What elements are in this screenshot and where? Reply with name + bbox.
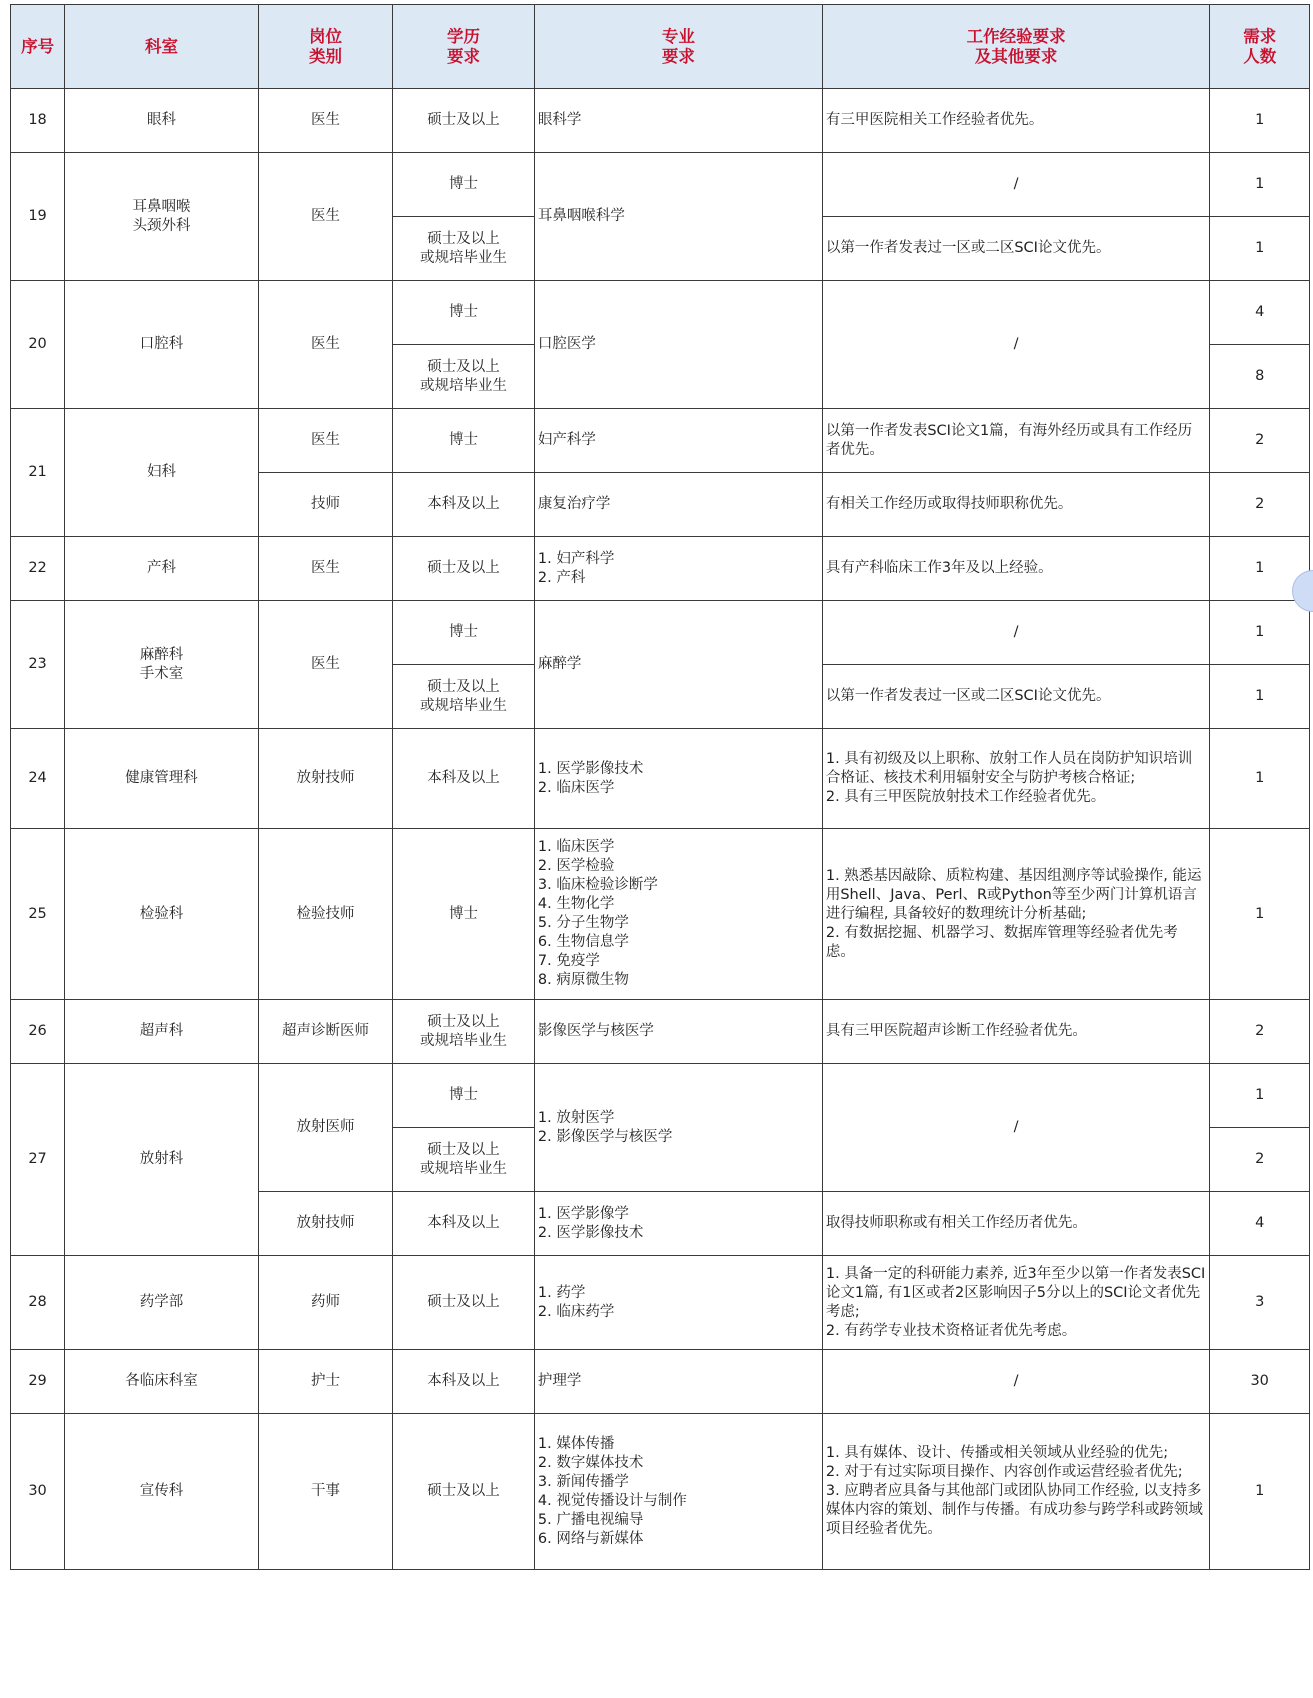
row-major: 耳鼻咽喉科学 xyxy=(534,153,822,281)
row-count: 8 xyxy=(1210,345,1310,409)
row-education: 博士 xyxy=(393,281,535,345)
row-education: 博士 xyxy=(393,153,535,217)
row-no: 18 xyxy=(11,89,65,153)
row-major: 影像医学与核医学 xyxy=(534,1000,822,1064)
row-no: 27 xyxy=(11,1064,65,1256)
row-count: 2 xyxy=(1210,409,1310,473)
row-major: 1. 放射医学 2. 影像医学与核医学 xyxy=(534,1064,822,1192)
row-major: 麻醉学 xyxy=(534,601,822,729)
row-experience: / xyxy=(822,281,1210,409)
row-education: 硕士及以上 或规培毕业生 xyxy=(393,1128,535,1192)
row-category: 医生 xyxy=(258,409,392,473)
row-experience: 具有产科临床工作3年及以上经验。 xyxy=(822,537,1210,601)
row-major: 康复治疗学 xyxy=(534,473,822,537)
header-major: 专业 要求 xyxy=(534,5,822,89)
row-no: 26 xyxy=(11,1000,65,1064)
row-category: 检验技师 xyxy=(258,829,392,1000)
row-education: 硕士及以上 或规培毕业生 xyxy=(393,1000,535,1064)
row-count: 1 xyxy=(1210,665,1310,729)
row-count: 1 xyxy=(1210,1414,1310,1570)
row-experience: 取得技师职称或有相关工作经历者优先。 xyxy=(822,1192,1210,1256)
row-category: 医生 xyxy=(258,89,392,153)
table-row xyxy=(11,1000,1310,1064)
row-no: 19 xyxy=(11,153,65,281)
table-row xyxy=(11,601,1310,665)
row-category: 干事 xyxy=(258,1414,392,1570)
row-count: 2 xyxy=(1210,1128,1310,1192)
row-education: 硕士及以上 或规培毕业生 xyxy=(393,217,535,281)
row-count: 1 xyxy=(1210,729,1310,829)
row-dept: 产科 xyxy=(65,537,259,601)
recruitment-table xyxy=(10,4,1310,1570)
row-category: 放射技师 xyxy=(258,1192,392,1256)
header-education: 学历 要求 xyxy=(393,5,535,89)
row-no: 22 xyxy=(11,537,65,601)
row-dept: 检验科 xyxy=(65,829,259,1000)
header-count: 需求 人数 xyxy=(1210,5,1310,89)
row-no: 21 xyxy=(11,409,65,537)
row-category: 护士 xyxy=(258,1350,392,1414)
row-experience: / xyxy=(822,153,1210,217)
row-category: 医生 xyxy=(258,601,392,729)
row-major: 口腔医学 xyxy=(534,281,822,409)
row-education: 博士 xyxy=(393,1064,535,1128)
row-major: 护理学 xyxy=(534,1350,822,1414)
row-count: 1 xyxy=(1210,537,1310,601)
row-education: 硕士及以上 或规培毕业生 xyxy=(393,345,535,409)
row-experience: / xyxy=(822,1350,1210,1414)
row-count: 4 xyxy=(1210,281,1310,345)
row-count: 1 xyxy=(1210,217,1310,281)
row-experience: 有三甲医院相关工作经验者优先。 xyxy=(822,89,1210,153)
row-dept: 麻醉科 手术室 xyxy=(65,601,259,729)
row-experience: 1. 具有媒体、设计、传播或相关领域从业经验的优先; 2. 对于有过实际项目操作、内容创作或运营经验者优先; 3. 应聘者应具备与其他部门或团队协同工作经验, 以支持多媒体内容的策划、制作与传播。有成功参与跨学科或跨领域项目经验者优先。 xyxy=(822,1414,1210,1570)
row-category: 药师 xyxy=(258,1256,392,1350)
row-dept: 放射科 xyxy=(65,1064,259,1256)
row-no: 30 xyxy=(11,1414,65,1570)
header-dept: 科室 xyxy=(65,5,259,89)
row-experience: 以第一作者发表过一区或二区SCI论文优先。 xyxy=(822,217,1210,281)
row-experience: 具有三甲医院超声诊断工作经验者优先。 xyxy=(822,1000,1210,1064)
table-row xyxy=(11,829,1310,1000)
row-experience: 有相关工作经历或取得技师职称优先。 xyxy=(822,473,1210,537)
row-major: 1. 临床医学 2. 医学检验 3. 临床检验诊断学 4. 生物化学 5. 分子生物学 6. 生物信息学 7. 免疫学 8. 病原微生物 xyxy=(534,829,822,1000)
table-row xyxy=(11,281,1310,345)
row-no: 20 xyxy=(11,281,65,409)
row-count: 1 xyxy=(1210,153,1310,217)
row-experience: / xyxy=(822,601,1210,665)
row-education: 博士 xyxy=(393,829,535,1000)
row-dept: 超声科 xyxy=(65,1000,259,1064)
row-major: 眼科学 xyxy=(534,89,822,153)
header-category: 岗位 类别 xyxy=(258,5,392,89)
row-count: 1 xyxy=(1210,601,1310,665)
row-category: 放射医师 xyxy=(258,1064,392,1192)
row-dept: 妇科 xyxy=(65,409,259,537)
row-category: 放射技师 xyxy=(258,729,392,829)
row-education: 硕士及以上 xyxy=(393,537,535,601)
row-category: 技师 xyxy=(258,473,392,537)
table-row xyxy=(11,1256,1310,1350)
row-count: 4 xyxy=(1210,1192,1310,1256)
row-dept: 耳鼻咽喉 头颈外科 xyxy=(65,153,259,281)
row-experience: 1. 熟悉基因敲除、质粒构建、基因组测序等试验操作, 能运用Shell、Java、Perl、R或Python等至少两门计算机语言进行编程, 具备较好的数理统计分析基础; 2. 有数据挖掘、机器学习、数据库管理等经验者优先考虑。 xyxy=(822,829,1210,1000)
row-count: 1 xyxy=(1210,1064,1310,1128)
table-row xyxy=(11,1414,1310,1570)
row-dept: 健康管理科 xyxy=(65,729,259,829)
table-row xyxy=(11,537,1310,601)
row-count: 1 xyxy=(1210,89,1310,153)
row-experience: 1. 具有初级及以上职称、放射工作人员在岗防护知识培训合格证、核技术利用辐射安全与防护考核合格证; 2. 具有三甲医院放射技术工作经验者优先。 xyxy=(822,729,1210,829)
row-no: 24 xyxy=(11,729,65,829)
table-row xyxy=(11,153,1310,217)
table-row xyxy=(11,729,1310,829)
row-major: 1. 医学影像技术 2. 临床医学 xyxy=(534,729,822,829)
row-education: 本科及以上 xyxy=(393,1350,535,1414)
row-dept: 药学部 xyxy=(65,1256,259,1350)
row-education: 本科及以上 xyxy=(393,1192,535,1256)
row-category: 医生 xyxy=(258,153,392,281)
row-dept: 口腔科 xyxy=(65,281,259,409)
table-row xyxy=(11,409,1310,473)
row-no: 29 xyxy=(11,1350,65,1414)
row-count: 1 xyxy=(1210,829,1310,1000)
table-header-row xyxy=(11,5,1310,89)
table-row xyxy=(11,89,1310,153)
row-education: 硕士及以上 xyxy=(393,1414,535,1570)
row-education: 本科及以上 xyxy=(393,729,535,829)
row-dept: 各临床科室 xyxy=(65,1350,259,1414)
table-row xyxy=(11,1064,1310,1128)
row-count: 3 xyxy=(1210,1256,1310,1350)
row-count: 2 xyxy=(1210,1000,1310,1064)
header-no: 序号 xyxy=(11,5,65,89)
header-experience: 工作经验要求 及其他要求 xyxy=(822,5,1210,89)
row-no: 25 xyxy=(11,829,65,1000)
row-education: 硕士及以上 或规培毕业生 xyxy=(393,665,535,729)
row-category: 超声诊断医师 xyxy=(258,1000,392,1064)
row-experience: 以第一作者发表SCI论文1篇，有海外经历或具有工作经历者优先。 xyxy=(822,409,1210,473)
row-major: 1. 妇产科学 2. 产科 xyxy=(534,537,822,601)
row-category: 医生 xyxy=(258,281,392,409)
row-category: 医生 xyxy=(258,537,392,601)
row-count: 2 xyxy=(1210,473,1310,537)
row-major: 1. 医学影像学 2. 医学影像技术 xyxy=(534,1192,822,1256)
row-experience: / xyxy=(822,1064,1210,1192)
row-experience: 以第一作者发表过一区或二区SCI论文优先。 xyxy=(822,665,1210,729)
row-experience: 1. 具备一定的科研能力素养, 近3年至少以第一作者发表SCI论文1篇, 有1区或者2区影响因子5分以上的SCI论文者优先考虑; 2. 有药学专业技术资格证者优先考虑。 xyxy=(822,1256,1210,1350)
row-no: 23 xyxy=(11,601,65,729)
row-dept: 眼科 xyxy=(65,89,259,153)
row-education: 博士 xyxy=(393,601,535,665)
row-major: 妇产科学 xyxy=(534,409,822,473)
row-major: 1. 药学 2. 临床药学 xyxy=(534,1256,822,1350)
row-education: 硕士及以上 xyxy=(393,1256,535,1350)
row-dept: 宣传科 xyxy=(65,1414,259,1570)
row-education: 本科及以上 xyxy=(393,473,535,537)
row-major: 1. 媒体传播 2. 数字媒体技术 3. 新闻传播学 4. 视觉传播设计与制作 5. 广播电视编导 6. 网络与新媒体 xyxy=(534,1414,822,1570)
row-education: 博士 xyxy=(393,409,535,473)
table-row xyxy=(11,1350,1310,1414)
row-no: 28 xyxy=(11,1256,65,1350)
row-education: 硕士及以上 xyxy=(393,89,535,153)
row-count: 30 xyxy=(1210,1350,1310,1414)
